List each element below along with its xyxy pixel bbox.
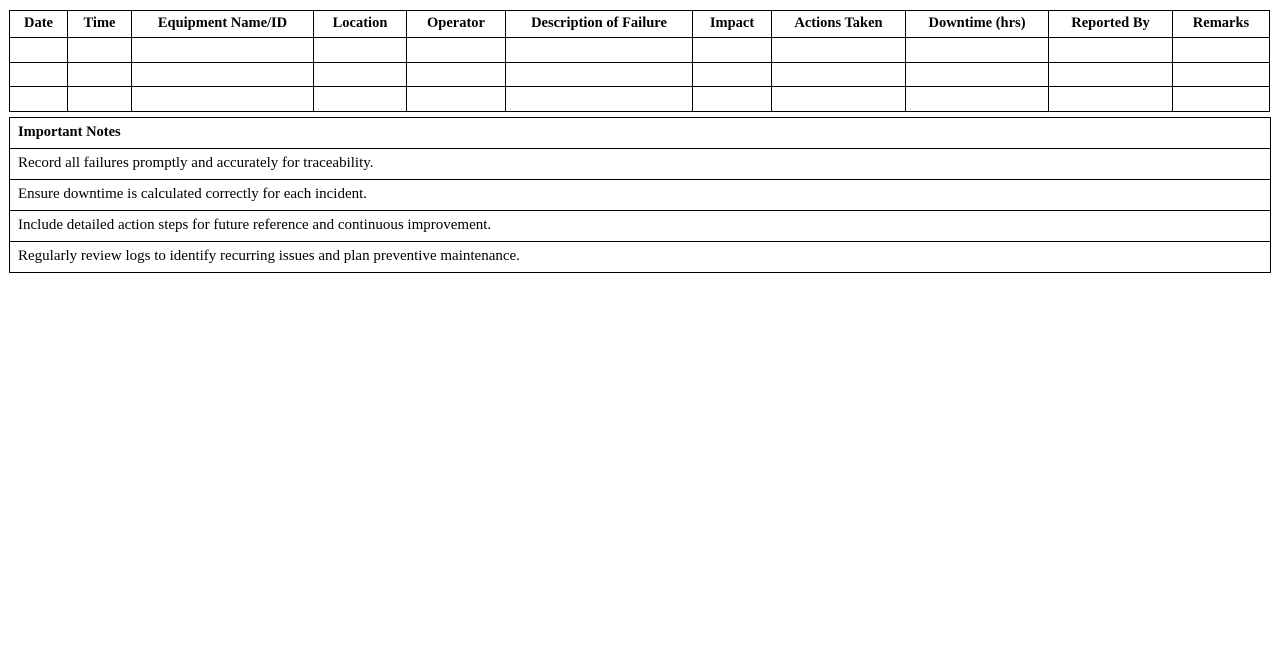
table-cell[interactable] bbox=[314, 38, 407, 63]
column-header-downtime-hrs: Downtime (hrs) bbox=[906, 11, 1049, 38]
table-cell[interactable] bbox=[314, 87, 407, 112]
table-cell[interactable] bbox=[68, 38, 132, 63]
table-cell[interactable] bbox=[68, 62, 132, 87]
column-header-equipment-name-id: Equipment Name/ID bbox=[132, 11, 314, 38]
column-header-location: Location bbox=[314, 11, 407, 38]
table-cell[interactable] bbox=[772, 87, 906, 112]
table-cell[interactable] bbox=[772, 62, 906, 87]
column-header-impact: Impact bbox=[693, 11, 772, 38]
table-cell[interactable] bbox=[1049, 62, 1173, 87]
table-cell[interactable] bbox=[407, 87, 506, 112]
equipment-failure-log-table bbox=[9, 10, 1270, 112]
notes-header-row bbox=[10, 118, 1271, 149]
table-cell[interactable] bbox=[693, 62, 772, 87]
column-header-description-of-failure: Description of Failure bbox=[506, 11, 693, 38]
column-header-date: Date bbox=[10, 11, 68, 38]
table-cell[interactable] bbox=[68, 87, 132, 112]
table-cell[interactable] bbox=[506, 62, 693, 87]
table-header-row bbox=[10, 11, 1270, 38]
table-cell[interactable] bbox=[1173, 62, 1270, 87]
table-cell[interactable] bbox=[132, 62, 314, 87]
table-cell[interactable] bbox=[693, 87, 772, 112]
table-cell[interactable] bbox=[906, 38, 1049, 63]
table-cell[interactable] bbox=[693, 38, 772, 63]
important-notes-table bbox=[9, 117, 1271, 273]
table-cell[interactable] bbox=[314, 62, 407, 87]
column-header-time: Time bbox=[68, 11, 132, 38]
table-cell[interactable] bbox=[407, 62, 506, 87]
table-cell[interactable] bbox=[906, 62, 1049, 87]
table-cell[interactable] bbox=[407, 38, 506, 63]
notes-item: Include detailed action steps for future reference and continuous improvement. bbox=[10, 211, 1271, 242]
notes-item: Record all failures promptly and accurately for traceability. bbox=[10, 149, 1271, 180]
column-header-reported-by: Reported By bbox=[1049, 11, 1173, 38]
table-row bbox=[10, 38, 1270, 63]
notes-item: Regularly review logs to identify recurring issues and plan preventive maintenance. bbox=[10, 242, 1271, 273]
table-cell[interactable] bbox=[906, 87, 1049, 112]
table-cell[interactable] bbox=[1049, 38, 1173, 63]
notes-row bbox=[10, 180, 1271, 211]
table-cell[interactable] bbox=[132, 87, 314, 112]
table-row bbox=[10, 62, 1270, 87]
table-cell[interactable] bbox=[10, 87, 68, 112]
notes-row bbox=[10, 242, 1271, 273]
table-cell[interactable] bbox=[506, 87, 693, 112]
table-cell[interactable] bbox=[1049, 87, 1173, 112]
column-header-remarks: Remarks bbox=[1173, 11, 1270, 38]
table-cell[interactable] bbox=[1173, 38, 1270, 63]
table-cell[interactable] bbox=[10, 62, 68, 87]
column-header-operator: Operator bbox=[407, 11, 506, 38]
table-cell[interactable] bbox=[772, 38, 906, 63]
table-cell[interactable] bbox=[132, 38, 314, 63]
table-cell[interactable] bbox=[506, 38, 693, 63]
table-row bbox=[10, 87, 1270, 112]
column-header-actions-taken: Actions Taken bbox=[772, 11, 906, 38]
table-cell[interactable] bbox=[1173, 87, 1270, 112]
notes-header-label: Important Notes bbox=[10, 118, 1271, 149]
notes-row bbox=[10, 149, 1271, 180]
notes-row bbox=[10, 211, 1271, 242]
notes-item: Ensure downtime is calculated correctly for each incident. bbox=[10, 180, 1271, 211]
table-cell[interactable] bbox=[10, 38, 68, 63]
